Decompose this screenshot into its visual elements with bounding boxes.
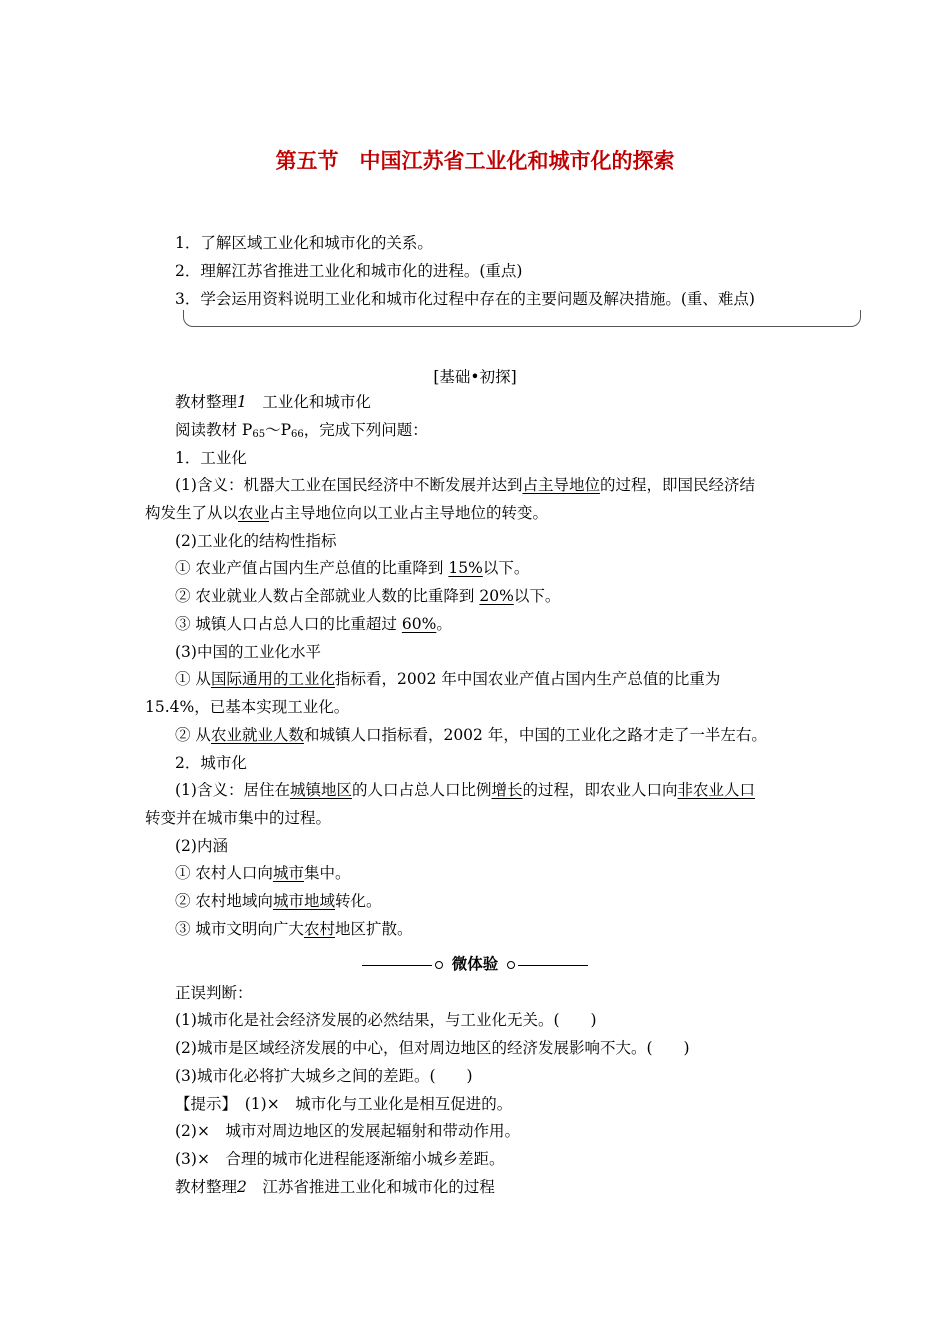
page-title: 第五节 中国江苏省工业化和城市化的探索: [275, 149, 675, 173]
divider-dot-right: [507, 961, 515, 969]
divider-dot-left: [435, 961, 443, 969]
china-level-1-cont: 15.4%，已基本实现工业化。: [145, 698, 350, 716]
micro-experience-divider: [0, 952, 950, 974]
section-label: [基础•初探]: [433, 368, 517, 386]
indicator-1: ① 农业产值占国内生产总值的比重降到 15%以下。: [175, 559, 530, 577]
divider-rule-left: [362, 965, 432, 966]
hint-3: (3)× 合理的城市化进程能逐渐缩小城乡差距。: [175, 1150, 505, 1168]
industrialization-definition: (1)含义：机器大工业在国民经济中不断发展并达到占主导地位的过程，即国民经济结: [175, 476, 755, 494]
industrialization-definition-cont: 构发生了从以农业占主导地位向以工业占主导地位的转变。: [145, 504, 549, 522]
judgment-1: (1)城市化是社会经济发展的必然结果，与工业化无关。( ): [175, 1011, 597, 1029]
china-level-2: ② 从农业就业人数和城镇人口指标看，2002 年，中国的工业化之路才走了一半左右。: [175, 726, 767, 744]
material-1-heading: 教材整理1 工业化和城市化: [175, 393, 371, 411]
objectives-bracket: [183, 310, 861, 327]
hint-1: 【提示】 (1)× 城市化与工业化是相互促进的。: [175, 1095, 513, 1113]
structural-indicators-heading: (2)工业化的结构性指标: [175, 532, 337, 550]
china-level-1: ① 从国际通用的工业化指标看，2002 年中国农业产值占国内生产总值的比重为: [175, 670, 721, 688]
connotation-1: ① 农村人口向城市集中。: [175, 864, 351, 882]
connotation-heading: (2)内涵: [175, 837, 228, 855]
reading-instruction: 阅读教材 $P_{65}\sim P_{66}$，完成下列问题：: [175, 421, 428, 440]
objective-1: 1．了解区域工业化和城市化的关系。: [175, 234, 433, 252]
connotation-2: ② 农村地域向城市地域转化。: [175, 892, 382, 910]
judgment-2: (2)城市是区域经济发展的中心，但对周边地区的经济发展影响不大。( ): [175, 1039, 690, 1057]
objective-2: 2．理解江苏省推进工业化和城市化的进程。(重点): [175, 262, 523, 280]
indicator-2: ② 农业就业人数占全部就业人数的比重降到 20%以下。: [175, 587, 561, 605]
china-level-heading: (3)中国的工业化水平: [175, 643, 321, 661]
micro-experience-title: 微体验: [451, 954, 499, 973]
urbanization-definition: (1)含义：居住在城镇地区的人口占总人口比例增长的过程，即农业人口向非农业人口: [175, 781, 756, 799]
judgment-heading: 正误判断：: [175, 984, 253, 1002]
urbanization-definition-cont: 转变并在城市集中的过程。: [145, 809, 332, 827]
hint-2: (2)× 城市对周边地区的发展起辐射和带动作用。: [175, 1122, 520, 1140]
judgment-3: (3)城市化必将扩大城乡之间的差距。( ): [175, 1067, 473, 1085]
indicator-3: ③ 城镇人口占总人口的比重超过 60%。: [175, 615, 452, 633]
divider-rule-right: [518, 965, 588, 966]
connotation-3: ③ 城市文明向广大农村地区扩散。: [175, 920, 413, 938]
urbanization-heading: 2．城市化: [175, 754, 247, 772]
material-2-heading: 教材整理2 江苏省推进工业化和城市化的过程: [175, 1178, 495, 1196]
objective-3: 3．学会运用资料说明工业化和城市化过程中存在的主要问题及解决措施。(重、难点): [175, 290, 755, 308]
industrialization-heading: 1．工业化: [175, 449, 247, 467]
